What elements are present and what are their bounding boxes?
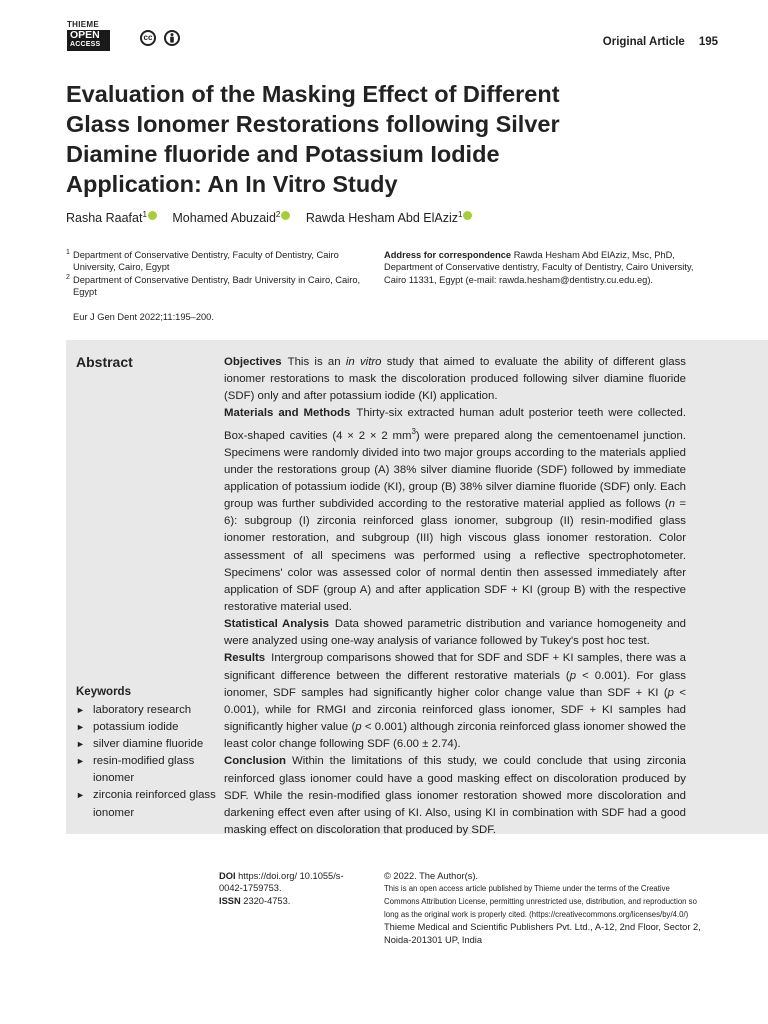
running-header: [603, 36, 718, 48]
doi-link[interactable]: https://doi.org/ 10.1055/s-0042-1759753.: [219, 871, 344, 894]
keyword-item[interactable]: ► silver diamine fluoride: [76, 736, 216, 753]
abstract-methods: [224, 405, 686, 616]
license-block: [384, 870, 704, 946]
issn-value: 2320-4753.: [243, 895, 291, 906]
doi-block: [219, 870, 359, 907]
author-name: Rawda Hesham Abd ElAziz: [305, 211, 459, 226]
results-text-2: < 0.001). For glass ionomer, SDF samples had significantly higher color change value than SDF + KI (: [224, 669, 686, 699]
abstract-results: [224, 650, 686, 753]
logo-open-text: OPEN: [70, 29, 100, 41]
logo-open-access-block: [67, 30, 110, 51]
keyword-item[interactable]: ► resin-modified glass ionomer: [76, 753, 216, 787]
results-p: p: [667, 686, 674, 699]
objectives-label: Objectives: [224, 356, 282, 368]
abstract-conclusion: [224, 753, 686, 839]
objectives-text: This is an: [287, 356, 346, 368]
keywords-list: [76, 702, 216, 822]
page-number: 195: [698, 36, 718, 48]
objectives-text-cont: study that aimed to evaluate the ability of different glass ionomer restorations to mask the discoloration produced following silver diamine fluoride (SDF) only and after potassium iodide (KI) application.: [224, 356, 686, 403]
issn-label: ISSN: [219, 895, 241, 906]
author[interactable]: [306, 211, 473, 225]
affiliation-number: 1: [66, 249, 70, 256]
license-text: This is an open access article published by Thieme under the terms of the Creative Commons Attribution License, permitting unrestricted use, distribution, and reproduction so long as the original work is properly cited. (https://creativecommons.org/licenses/by/4.0/): [384, 884, 697, 920]
author-affiliation-number: 2: [275, 210, 281, 219]
doi-label: DOI: [219, 871, 236, 881]
methods-superscript: 3: [411, 426, 416, 436]
methods-n: n: [668, 498, 675, 511]
methods-label: Materials and Methods: [224, 407, 351, 420]
orcid-icon[interactable]: [148, 211, 157, 220]
article-title: Evaluation of the Masking Effect of Different Glass Ionomer Restorations following Silver Diamine fluoride and Potassium Iodide Application: An In Vitro Study: [66, 81, 560, 197]
article-type: Original Article: [602, 36, 685, 48]
results-p: p: [569, 669, 577, 682]
methods-text-end: = 6): subgroup (I) zirconia reinforced glass ionomer, subgroup (II) resin-modified glass ionomer restoration, and subgroup (III) high viscous glass ionomer restoration. Color assessment of all specimens was performed using a reflective spectrophotometer. Specimens' color was assessed color of normal dentin then assessed immediately after application of SDF (group A) and after application SDF + KI (group B) with the respective restorative material used.: [224, 498, 686, 613]
affiliation-text: Department of Conservative Dentistry, Faculty of Dentistry, Cairo University, Cairo, Egypt: [73, 250, 339, 273]
affiliation: [66, 249, 366, 274]
stats-text: Data showed parametric distribution and variance homogeneity and were analyzed using one-way analysis of variance followed by Tukey's post hoc test.: [224, 618, 687, 648]
author[interactable]: [172, 211, 290, 225]
methods-text: Thirty-six extracted human adult posterior teeth were collected. Box-shaped cavities (4 × 2 × 2 mm: [224, 407, 687, 442]
abstract-body: [224, 354, 686, 839]
affiliation: [66, 274, 366, 299]
objectives-emphasis: in vitro: [345, 356, 382, 368]
stats-label: Statistical Analysis: [224, 618, 329, 631]
conclusion-text: Within the limitations of this study, we could conclude that using zirconia reinforced glass ionomer could have a good masking effect on discoloration produced by SDF. While the resin-modified glass ionomer restoration showed more discoloration and darkening effect even after using of KI. Also, using KI in combination with SDF had a good masking effect on discoloration that produced by SDF.: [224, 755, 686, 837]
author-list: [66, 210, 484, 225]
author-affiliation-number: 1: [142, 210, 147, 219]
cc-icon: cc: [140, 30, 156, 46]
correspondence-address: [384, 249, 704, 286]
thieme-open-access-logo: [67, 20, 110, 54]
keywords-heading: Keywords: [76, 686, 131, 698]
journal-citation: Eur J Gen Dent 2022;11:195–200.: [73, 312, 214, 322]
author-name: Mohamed Abuzaid: [172, 211, 276, 226]
methods-text-cont: ) were prepared along the cementoenamel junction. Specimens were randomly divided into two major groups according to the materials applied under the restorations group (A) 38% silver diamine fluoride (SDF) followed by immediate application of potassium iodide (KI), group (B) 38% silver diamine fluoride (SDF) only. Each group was further subdivided according to the restorative material applied as follows (: [224, 429, 686, 511]
results-text: Intergroup comparisons showed that for SDF and SDF + KI samples, there was a significant difference between the different restorative materials (: [224, 652, 686, 682]
author[interactable]: [66, 211, 157, 225]
conclusion-label: Conclusion: [224, 755, 287, 768]
results-text-4: < 0.001) although zirconia reinforced glass ionomer showed the least color change following SDF (6.00 ± 2.74).: [224, 721, 686, 751]
abstract-objectives: [224, 354, 686, 405]
copyright-line: © 2022. The Author(s).: [384, 871, 479, 881]
orcid-icon[interactable]: [281, 211, 290, 220]
publisher-address: Thieme Medical and Scientific Publishers Pvt. Ltd., A-12, 2nd Floor, Sector 2, Noida-201301 UP, India: [384, 922, 701, 945]
logo-access-text: ACCESS: [70, 41, 101, 48]
affiliations: [66, 249, 366, 299]
orcid-icon[interactable]: [463, 211, 472, 220]
author-name: Rasha Raafat: [66, 211, 143, 226]
correspondence-text: Rawda Hesham Abd ElAziz, Msc, PhD, Department of Conservative dentistry, Faculty of Dentistry, Cairo University, Cairo 11331, Egypt (e-mail: rawda.hesham@dentistry.cu.edu.eg).: [384, 250, 694, 285]
by-icon: [164, 30, 180, 46]
results-p: p: [355, 721, 362, 734]
author-affiliation-number: 1: [458, 210, 463, 219]
affiliation-number: 2: [66, 273, 70, 281]
results-text-3: < 0.001), while for RMGI and zirconia reinforced glass ionomer, SDF + KI samples had significantly higher value (: [224, 686, 686, 734]
cc-license-badge[interactable]: [140, 29, 184, 47]
keyword-item[interactable]: ► zirconia reinforced glass ionomer: [76, 787, 216, 821]
affiliation-text: Department of Conservative Dentistry, Badr University in Cairo, Cairo, Egypt: [73, 274, 361, 298]
abstract-statistics: [224, 616, 686, 650]
logo-thieme-text: THIEME: [67, 20, 100, 29]
correspondence-label: Address for correspondence: [384, 250, 512, 260]
keyword-item[interactable]: ► potassium iodide: [76, 719, 216, 736]
keyword-item[interactable]: ► laboratory research: [76, 702, 216, 719]
abstract-heading: Abstract: [76, 354, 133, 370]
results-label: Results: [224, 652, 266, 665]
